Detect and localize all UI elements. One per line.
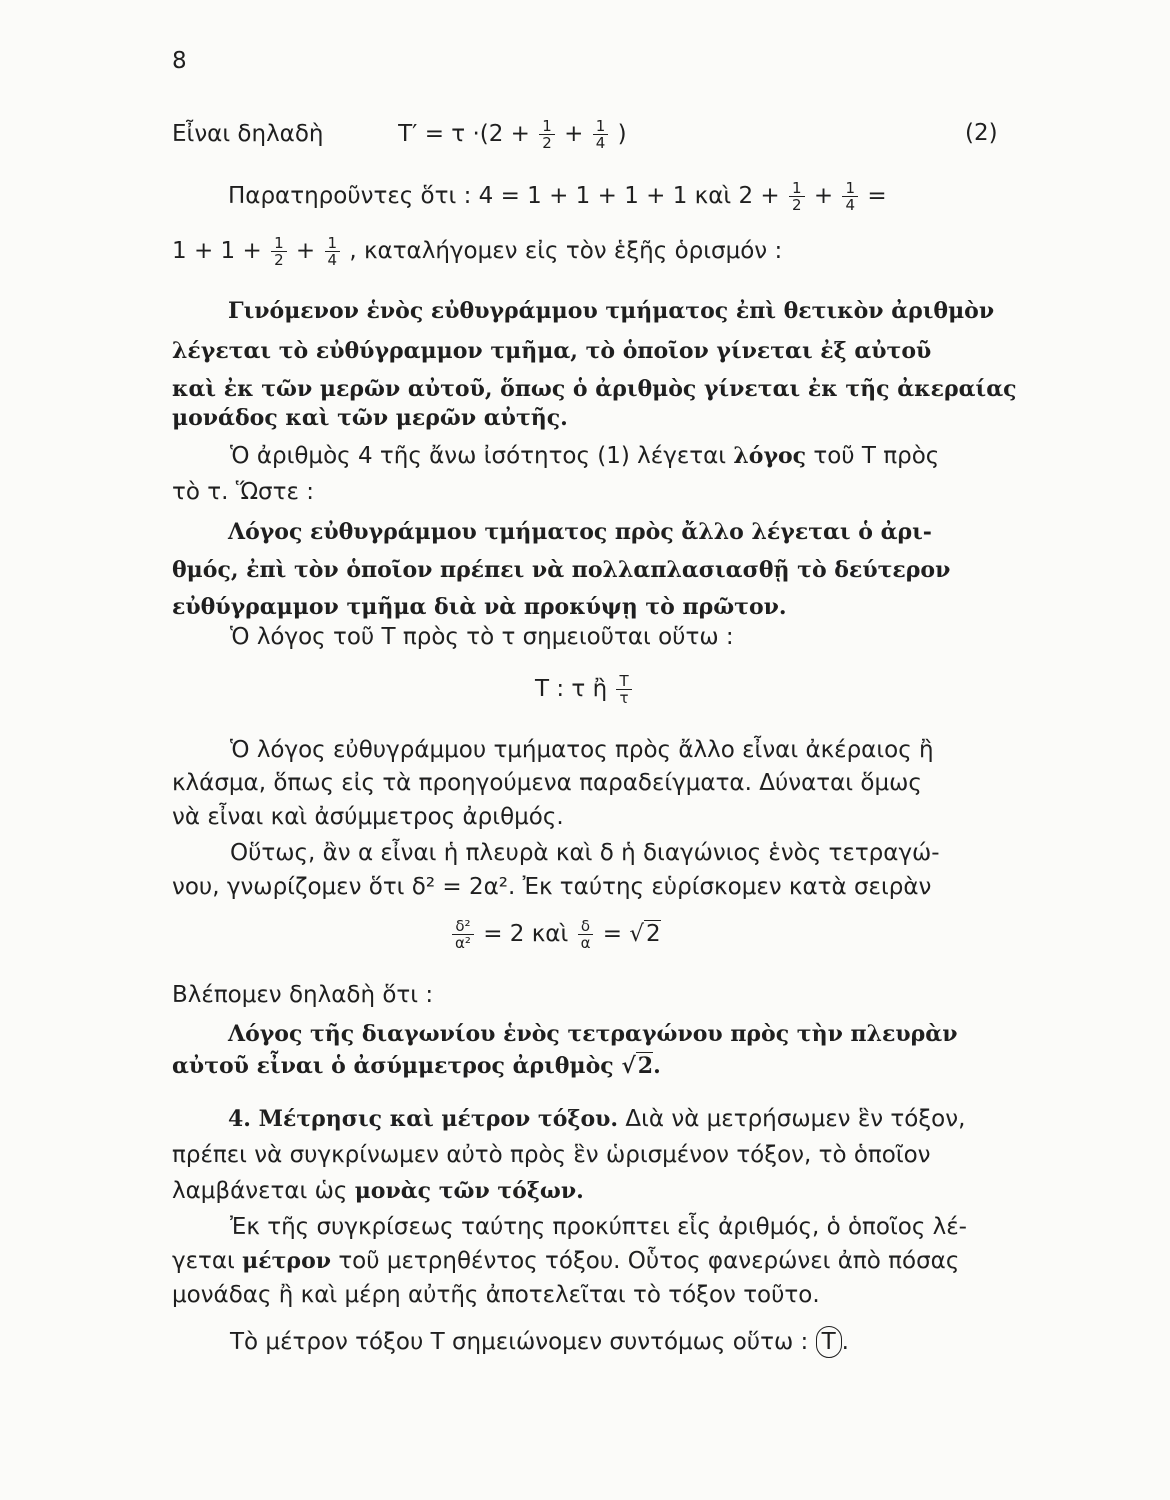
text: Διὰ νὰ μετρήσωμεν ἓν τόξον, <box>625 1106 966 1132</box>
math: = <box>602 921 623 947</box>
math: + <box>564 121 584 147</box>
text: Εἶναι δηλαδὴ <box>172 121 324 147</box>
fraction-quarter: $\frac{1}{4}$ <box>842 180 858 213</box>
paragraph-line: νὰ εἶναι καὶ ἀσύμμετρος ἀριθμός. <box>172 804 564 830</box>
math: = 2 καὶ <box>483 921 569 947</box>
math: + <box>813 183 834 209</box>
section-line <box>228 1104 965 1134</box>
definition-line: εὐθύγραμμον τμῆμα διὰ νὰ προκύψῃ τὸ πρῶτον. <box>172 594 787 620</box>
fraction-half: $\frac{1}{2}$ <box>271 235 287 268</box>
paragraph-7 <box>230 1326 849 1358</box>
section-heading: 4. Μέτρησις καὶ μέτρον τόξου. <box>228 1106 619 1132</box>
fraction-quarter: $\frac{1}{4}$ <box>593 118 609 151</box>
text: γεται <box>172 1248 235 1274</box>
math: + <box>295 238 316 264</box>
fraction-d-over-a: $\frac{\delta}{\alpha}$ <box>578 918 594 951</box>
page-number: 8 <box>172 48 187 74</box>
paragraph-line: πρέπει νὰ συγκρίνωμεν αὐτὸ πρὸς ἓν ὡρισμένον τόξον, τὸ ὁποῖον <box>172 1142 931 1168</box>
observation-line <box>228 180 887 213</box>
term-logos: λόγος <box>733 443 807 469</box>
fraction-d2-over-a2: $\frac{\text{δ²}}{\text{α²}}$ <box>452 918 474 951</box>
math: ) <box>617 121 627 147</box>
paragraph-line <box>172 1176 584 1206</box>
paragraph-line: Οὕτως, ἂν α εἶναι ἡ πλευρὰ καὶ δ ἡ διαγώνιος ἑνὸς τετραγώ- <box>230 840 940 866</box>
sqrt-icon: √ <box>621 1053 636 1079</box>
text: Ὁ ἀριθμὸς 4 τῆς ἄνω ἰσότητος (1) λέγεται <box>230 443 727 469</box>
paragraph-line: κλάσμα, ὅπως εἰς τὰ προηγούμενα παραδείγματα. Δύναται ὅμως <box>172 770 922 796</box>
sqrt-icon: √ <box>629 921 645 947</box>
paragraph-line: τὸ τ. Ὥστε : <box>172 479 314 505</box>
diagonal-equation <box>450 918 661 951</box>
paragraph-line: Ὁ λόγος εὐθυγράμμου τμήματος πρὸς ἄλλο εἶναι ἀκέραιος ἢ <box>230 737 934 763</box>
paragraph-line: Ἐκ τῆς συγκρίσεως ταύτης προκύπτει εἷς ἀριθμός, ὁ ὁποῖος λέ- <box>230 1214 967 1240</box>
term-metron: μέτρον <box>242 1248 332 1274</box>
equation-line-1 <box>172 118 627 151</box>
observation-line-2 <box>172 235 782 268</box>
definition-line: θμός, ἐπὶ τὸν ὁποῖον πρέπει νὰ πολλαπλασιασθῇ τὸ δεύτερον <box>172 557 951 583</box>
paragraph-ratio <box>230 441 939 471</box>
paragraph-line <box>172 1246 959 1276</box>
ratio-equation <box>535 673 634 706</box>
paragraph-line: μονάδας ἢ καὶ μέρη αὐτῆς ἀποτελεῖται τὸ τόξον τοῦτο. <box>172 1282 820 1308</box>
paragraph-line: Ὁ λόγος τοῦ T πρὸς τὸ τ σημειοῦται οὕτω : <box>230 624 734 650</box>
text: , καταλήγομεν εἰς τὸν ἑξῆς ὁρισμόν : <box>349 238 783 264</box>
definition-line: Λόγος τῆς διαγωνίου ἑνὸς τετραγώνου πρὸς τὴν πλευρὰν <box>228 1021 958 1047</box>
math: T′ = τ ·(2 + <box>398 121 530 147</box>
paragraph-line: Βλέπομεν δηλαδὴ ὅτι : <box>172 982 434 1008</box>
text: Παρατηροῦντες ὅτι : 4 = 1 + 1 + 1 + 1 καὶ 2 + <box>228 183 780 209</box>
period: . <box>841 1329 849 1355</box>
text: λαμβάνεται ὡς <box>172 1178 348 1204</box>
math: T : τ ἢ <box>535 676 608 702</box>
fraction-half: $\frac{1}{2}$ <box>539 118 555 151</box>
paragraph-line: νου, γνωρίζομεν ὅτι δ² = 2α². Ἐκ ταύτης εὑρίσκομεν κατὰ σειρὰν <box>172 874 932 900</box>
fraction-quarter: $\frac{1}{4}$ <box>325 235 341 268</box>
equation-number-2: (2) <box>965 120 998 146</box>
definition-line: καὶ ἐκ τῶν μερῶν αὐτοῦ, ὅπως ὁ ἀριθμὸς γίνεται ἐκ τῆς ἀκεραίας <box>172 376 1017 402</box>
text: τοῦ μετρηθέντος τόξου. Οὗτος φανερώνει ἀπὸ πόσας <box>338 1248 960 1274</box>
period: . <box>653 1053 661 1079</box>
text: Τὸ μέτρον τόξου T σημειώνομεν συντόμως οὕτω : <box>230 1329 809 1355</box>
definition-line: Γινόμενον ἑνὸς εὐθυγράμμου τμήματος ἐπὶ θετικὸν ἀριθμὸν <box>228 298 995 324</box>
definition-line: λέγεται τὸ εὐθύγραμμον τμῆμα, τὸ ὁποῖον γίνεται ἐξ αὐτοῦ <box>172 338 932 364</box>
arc-symbol-icon: T <box>816 1326 842 1358</box>
text: τοῦ T πρὸς <box>813 443 940 469</box>
math: 1 + 1 + <box>172 238 262 264</box>
definition-line: μονάδος καὶ τῶν μερῶν αὐτῆς. <box>172 405 568 431</box>
definition-line <box>172 1051 661 1081</box>
fraction-half: $\frac{1}{2}$ <box>789 180 805 213</box>
radicand: 2 <box>646 921 661 947</box>
term-unit-of-arcs: μονὰς τῶν τόξων. <box>354 1178 584 1204</box>
definition-line: Λόγος εὐθυγράμμου τμήματος πρὸς ἄλλο λέγεται ὁ ἀρι- <box>228 519 932 545</box>
radicand: 2 <box>637 1053 654 1079</box>
fraction-T-over-tau: $\frac{T}{\tau}$ <box>616 673 631 706</box>
text: αὐτοῦ εἶναι ὁ ἀσύμμετρος ἀριθμὸς <box>172 1053 614 1079</box>
math: = <box>867 183 887 209</box>
